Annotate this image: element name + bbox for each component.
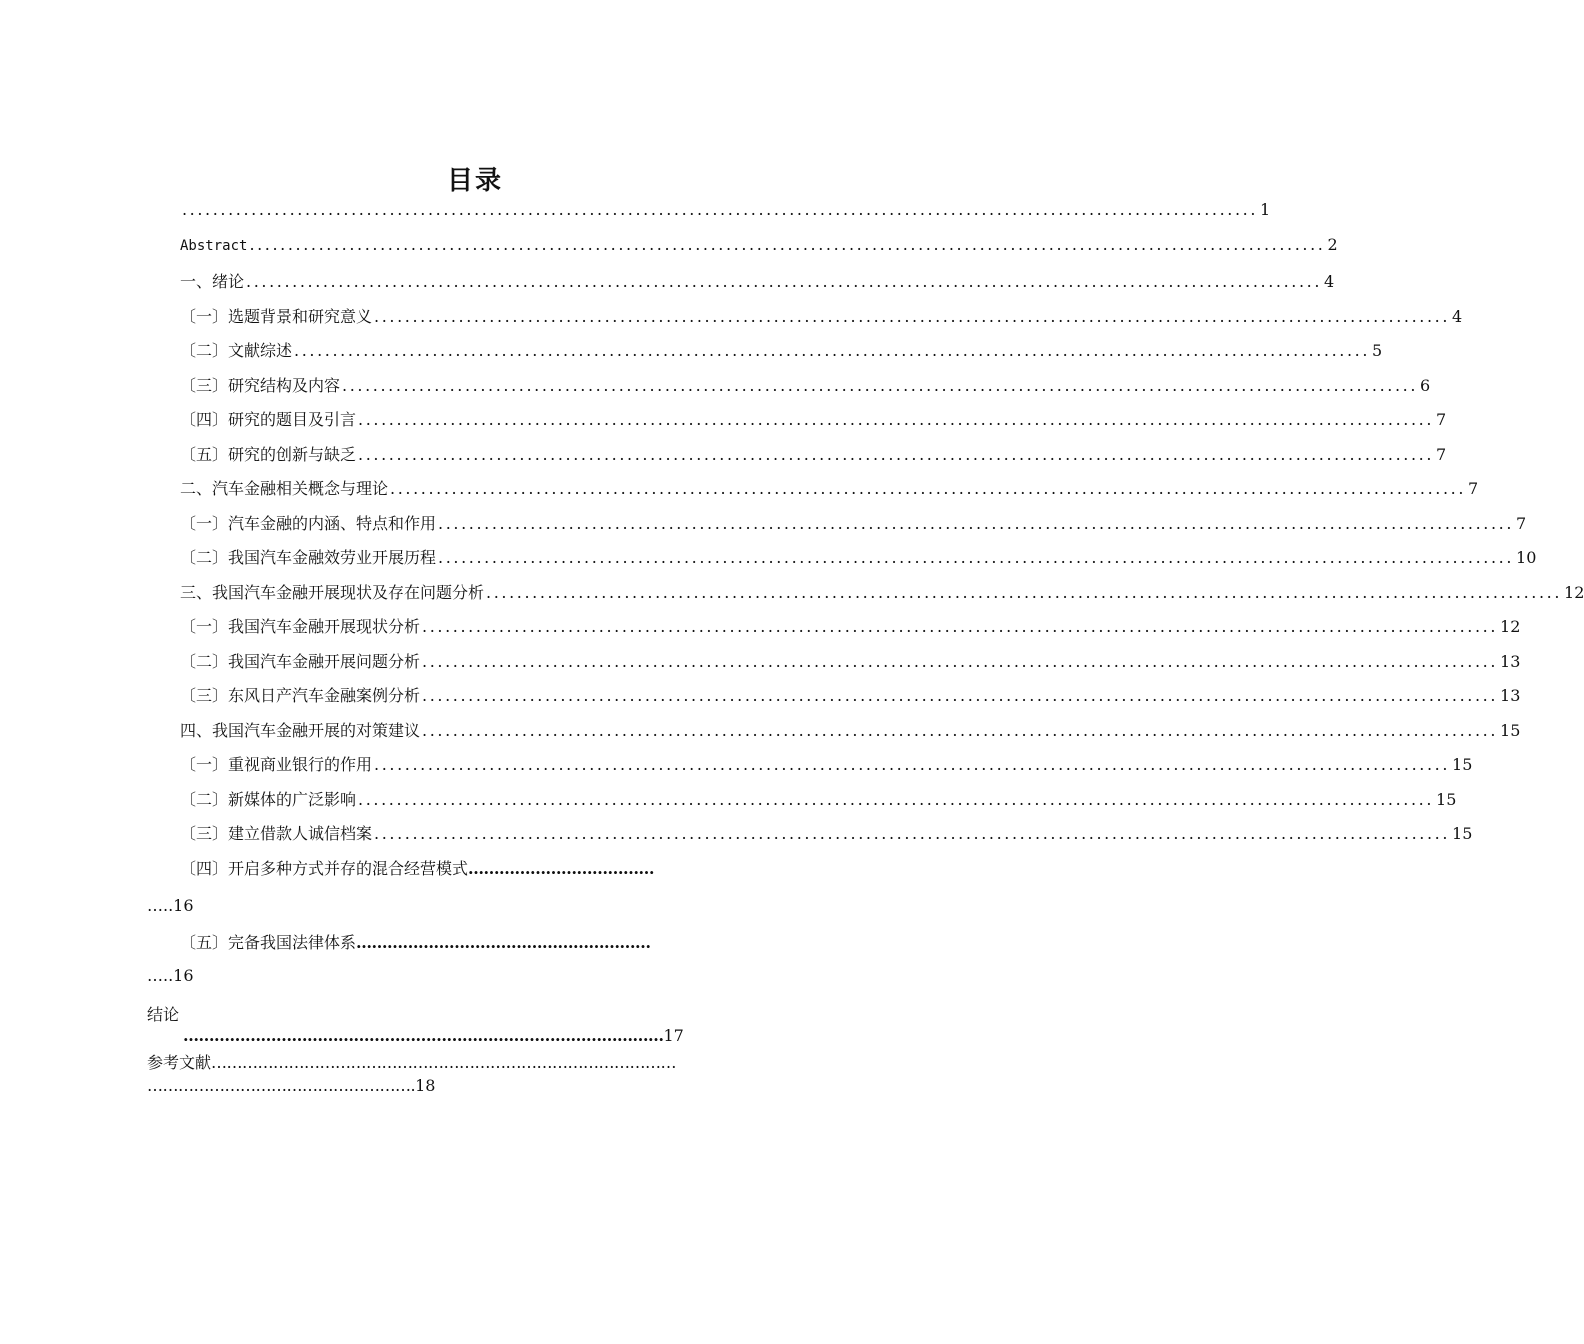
toc-entry-page: 4 (1324, 272, 1335, 291)
toc-entry-label: 〔一〕重视商业银行的作用 (180, 755, 373, 774)
toc-entry[interactable] (180, 373, 1431, 408)
toc-references-page: 18 (415, 1076, 436, 1095)
toc-entry-page: 7 (1436, 410, 1447, 429)
toc-references-dots-2: ……………………………………………. (147, 1076, 416, 1095)
toc-entry-dots: ………………………………………………… (356, 933, 651, 952)
toc-references-line[interactable] (147, 1050, 676, 1073)
toc-entry-leader: ............................................................................................................................................ (294, 341, 1371, 360)
toc-entry-leader: ............................................................................................................................................ (422, 720, 1499, 740)
toc-entry-label: 〔三〕建立借款人诚信档案 (180, 824, 373, 843)
toc-entry-leader: ............................................................................................................................................ (246, 272, 1323, 291)
toc-entry-label: 〔五〕研究的创新与缺乏 (180, 444, 357, 464)
toc-entry-label: 〔二〕我国汽车金融效劳业开展历程 (180, 548, 437, 567)
toc-entry[interactable] (180, 649, 1521, 684)
toc-entry-label: 〔二〕新媒体的广泛影响 (180, 789, 357, 809)
toc-entry[interactable] (180, 821, 1473, 856)
toc-entry-dots: ……………………………… (468, 859, 655, 878)
toc-entry-leader: ............................................................................................................................................ (438, 513, 1515, 533)
toc-entry[interactable] (180, 580, 1584, 615)
toc-entry-page: 7 (1436, 444, 1447, 464)
toc-entry-page: 15 (1452, 755, 1473, 774)
toc-entry-page: 15 (1436, 789, 1457, 809)
toc-references-dots: ……………………………………………………………………………… (211, 1053, 677, 1072)
toc-entry[interactable] (180, 338, 1383, 373)
toc-entry-wrapped-1[interactable] (180, 856, 654, 879)
toc-entry-leader: ............................................................................................................................................ (358, 410, 1435, 429)
toc-entry-continuation-1: …..16 (147, 896, 194, 915)
toc-entry[interactable] (180, 545, 1537, 580)
toc-entry-leader: ............................................................................................................................................ (422, 617, 1499, 636)
toc-references-label: 参考文献 (147, 1053, 212, 1072)
toc-entry-label: 〔二〕我国汽车金融开展问题分析 (180, 651, 421, 671)
toc-entry[interactable] (180, 269, 1335, 304)
toc-entry-page: 7 (1516, 513, 1527, 533)
toc-entry-leader: ............................................................................................................................................ (342, 375, 1419, 395)
toc-entry-page: 7 (1468, 479, 1479, 498)
toc-conclusion-dots: ………………………………………………………………………………… (183, 1026, 664, 1045)
toc-entry[interactable] (180, 718, 1521, 753)
toc-entry-leader: ............................................................................................................................................ (390, 479, 1467, 498)
toc-conclusion-page: 17 (663, 1026, 684, 1045)
toc-entry-leader: ............................................................................................................................................ (358, 789, 1435, 809)
toc-entry[interactable] (180, 683, 1521, 718)
toc-entry[interactable] (180, 407, 1447, 442)
toc-entry-leader: ............................................................................................................................................ (374, 306, 1451, 326)
toc-entry[interactable] (180, 234, 1338, 270)
toc-entry-wrapped-2[interactable] (180, 930, 651, 953)
toc-entry-label: 〔四〕开启多种方式并存的混合经营模式 (180, 859, 469, 878)
toc-entry-leader: ............................................................................................................................................ (374, 755, 1451, 774)
toc-entry-label: 〔一〕我国汽车金融开展现状分析 (180, 617, 421, 636)
toc-entry-page: 15 (1452, 824, 1473, 843)
toc-entry-label: Abstract (180, 237, 248, 254)
toc-entry-page: 10 (1516, 548, 1537, 567)
toc-entry-page: 1 (1260, 200, 1271, 219)
toc-entry-page: 12 (1564, 582, 1584, 602)
toc-entry[interactable] (180, 787, 1457, 822)
toc-conclusion-line (183, 1026, 684, 1045)
toc-entry-label: 〔一〕汽车金融的内涵、特点和作用 (180, 513, 437, 533)
toc-entry-page: 2 (1327, 234, 1338, 254)
toc-entry-leader: ............................................................................................................................................ (486, 582, 1563, 602)
toc-entry-leader: ............................................................................................................................................ (422, 686, 1499, 705)
toc-entry-label: 〔三〕研究结构及内容 (180, 375, 341, 395)
toc-entry[interactable] (180, 614, 1521, 649)
toc-entry-page: 13 (1500, 651, 1521, 671)
toc-entry[interactable] (180, 442, 1447, 477)
toc-entry[interactable] (180, 304, 1463, 339)
toc-entry-label: 〔四〕研究的题目及引言 (180, 410, 357, 429)
toc-entry[interactable] (180, 511, 1527, 546)
toc-entry-label: 〔五〕完备我国法律体系 (180, 933, 357, 952)
toc-entry-page: 6 (1420, 375, 1431, 395)
toc-entry[interactable] (180, 200, 1271, 235)
toc-entry-label: 四、我国汽车金融开展的对策建议 (180, 720, 421, 740)
toc-entry-label: 一、绪论 (180, 272, 245, 291)
toc-references-line-2 (147, 1076, 435, 1095)
toc-entry[interactable] (180, 752, 1473, 787)
toc-entry-continuation-2: …..16 (147, 966, 194, 985)
toc-entry[interactable] (180, 476, 1479, 511)
toc-list (180, 200, 1584, 856)
toc-entry-leader: ............................................................................................................................................ (249, 234, 1326, 254)
toc-title: 目录 (446, 166, 503, 196)
toc-entry-label: 三、我国汽车金融开展现状及存在问题分析 (180, 582, 485, 602)
toc-entry-page: 15 (1500, 720, 1521, 740)
toc-conclusion-label[interactable]: 结论 (147, 1005, 180, 1024)
toc-entry-page: 12 (1500, 617, 1521, 636)
toc-entry-leader: ............................................................................................................................................ (374, 824, 1451, 843)
toc-entry-label: 二、汽车金融相关概念与理论 (180, 479, 389, 498)
toc-entry-label: 〔三〕东风日产汽车金融案例分析 (180, 686, 421, 705)
toc-entry-page: 5 (1372, 341, 1383, 360)
toc-entry-leader: ............................................................................................................................................ (358, 444, 1435, 464)
toc-entry-leader: ............................................................................................................................................ (182, 200, 1259, 219)
toc-entry-label: 〔一〕选题背景和研究意义 (180, 306, 373, 326)
toc-entry-leader: ............................................................................................................................................ (422, 651, 1499, 671)
toc-entry-label: 〔二〕文献综述 (180, 341, 293, 360)
toc-entry-leader: ............................................................................................................................................ (438, 548, 1515, 567)
toc-entry-page: 13 (1500, 686, 1521, 705)
toc-entry-page: 4 (1452, 306, 1463, 326)
